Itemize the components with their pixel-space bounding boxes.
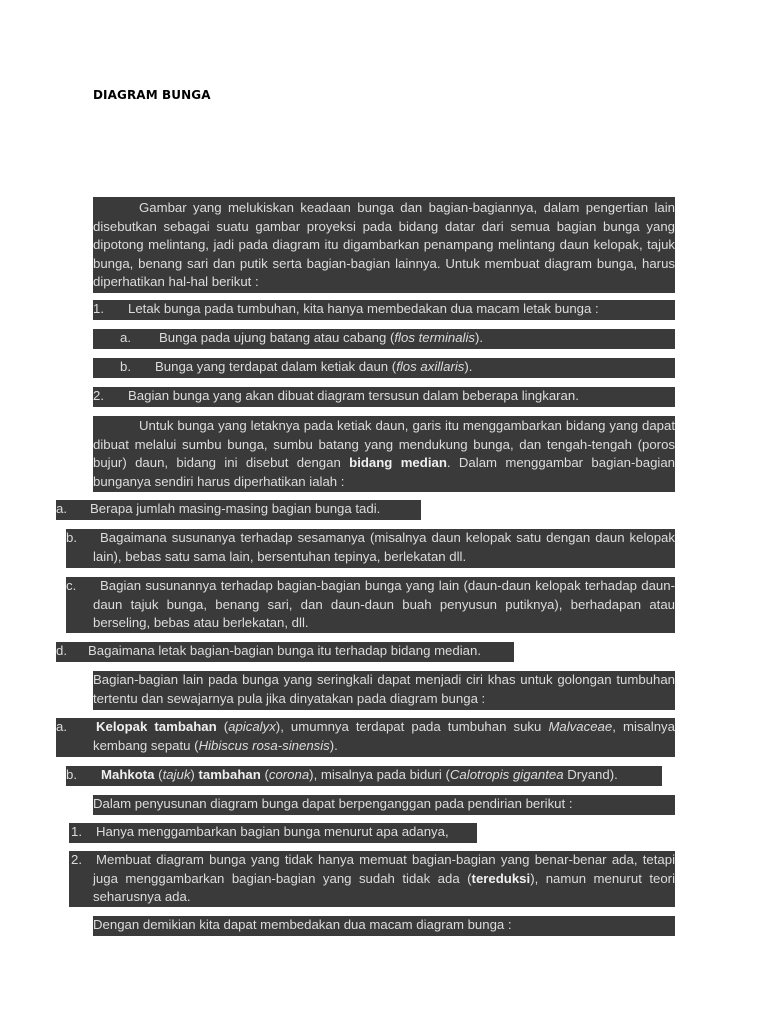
closing-paragraph: [93, 916, 675, 936]
latin-term: tajuk: [162, 767, 191, 782]
list-item-text: Letak bunga pada tumbuhan, kita hanya membedakan dua macam letak bunga :: [128, 301, 599, 316]
list-item-text: Bunga pada ujung batang atau cabang (: [159, 330, 395, 345]
paragraph-text: Dengan demikian kita dapat membedakan dua macam diagram bunga :: [93, 917, 512, 932]
text-fragment: (: [260, 767, 269, 782]
list4-item-2: [69, 851, 675, 907]
text-fragment: (: [154, 767, 163, 782]
list-marker: a.: [56, 719, 67, 734]
list-item-text: Bunga yang terdapat dalam ketiak daun (: [155, 359, 397, 374]
list3-item-b: [66, 766, 662, 786]
list-item-text: Bagian susunannya terhadap bagian-bagian bunga yang lain (daun-daun kelopak terhadap daun-daun tajuk bunga, benang sari, dan daun-daun buah penyusun putiknya), berhadapan atau berseling, bebas atau berlekatan, dll.: [93, 578, 675, 631]
intro-paragraph: [93, 197, 675, 293]
list-marker: b.: [120, 359, 131, 374]
intro-text: Gambar yang melukiskan keadaan bunga dan bagian-bagiannya, dalam pengertian lain disebutkan sebagai suatu gambar proyeksi pada bidang datar dari semua bagian bunga yang dipotong melintang, jadi pada diagram itu digambarkan penampang melintang daun kelopak, tajuk bunga, benang sari dan putik serta bagian-bagian lainnya. Untuk membuat diagram bunga, harus diperhatikan hal-hal berikut :: [93, 200, 675, 290]
paragraph-text: Untuk bunga yang letaknya pada ketiak daun, garis itu menggambarkan bidang yang dapat dibuat melalui sumbu bunga, sumbu batang yang mendukung bunga, dan tengah-tengah (poros bujur) daun, bidang ini disebut dengan: [93, 418, 675, 471]
list-item-text: Bagaimana letak bagian-bagian bunga itu terhadap bidang median.: [88, 643, 481, 658]
median-paragraph: [93, 416, 675, 492]
paragraph-tail: . Dalam menggambar bagian-bagian bunganya sendiri harus diperhatikan ialah :: [93, 455, 676, 489]
principles-paragraph: [93, 795, 675, 815]
paragraph-text: Dalam penyusunan diagram bunga dapat berpenganggan pada pendirian berikut :: [93, 796, 573, 811]
list2-item-a: [56, 500, 421, 520]
list-marker: 2.: [71, 852, 82, 867]
list4-item-1: [69, 823, 477, 843]
list-item-text: Bagaimana susunanya terhadap sesamanya (misalnya daun kelopak satu dengan daun kelopak lain), bebas satu sama lain, bersentuhan tepinya, berlekatan dll.: [93, 530, 675, 564]
list-marker: 1.: [93, 301, 104, 316]
list2-item-c: [66, 577, 675, 633]
list-marker: d.: [56, 643, 67, 658]
latin-term: flos axillaris: [396, 359, 465, 374]
latin-term: apicalyx: [228, 719, 276, 734]
list-marker: a.: [120, 330, 131, 345]
list-marker: b.: [66, 530, 77, 545]
list-item-tail: ).: [464, 359, 473, 374]
list-marker: b.: [66, 767, 77, 782]
bold-term: tereduksi: [471, 870, 531, 886]
text-fragment: ): [190, 767, 199, 782]
list1-sub-a: [93, 329, 675, 349]
list-item-text: Berapa jumlah masing-masing bagian bunga tadi.: [90, 501, 381, 516]
text-fragment: Membuat diagram bunga yang tidak hanya memuat bagian-bagian yang benar-benar ada, tetapi juga menggambarkan bagian-bagian yang sudah tidak ada (: [93, 852, 675, 886]
text-fragment: Dryand).: [563, 767, 618, 782]
list-item-text: Hanya menggambarkan bagian bunga menurut apa adanya,: [96, 824, 449, 839]
list2-item-b: [66, 529, 675, 568]
text-fragment: ), misalnya pada biduri (: [309, 767, 450, 782]
list-item-text: Bagian bunga yang akan dibuat diagram tersusun dalam beberapa lingkaran.: [128, 388, 579, 403]
text-fragment: ).: [329, 737, 338, 753]
list1-item-1: [93, 300, 675, 320]
list-item-text: [93, 851, 675, 907]
list2-item-d: [56, 642, 514, 662]
latin-term: flos terminalis: [394, 330, 476, 345]
text-fragment: , misalnya kembang sepatu (: [93, 719, 675, 753]
page-title: DIAGRAM BUNGA: [93, 88, 211, 102]
text-fragment: ), namun menurut teori seharusnya ada.: [93, 870, 675, 905]
list-item-tail: ).: [475, 330, 484, 345]
list1-sub-b: [93, 358, 675, 378]
list3-item-a: [56, 718, 675, 757]
latin-term: corona: [268, 767, 310, 782]
text-fragment: (: [216, 719, 229, 734]
list-marker: 2.: [93, 388, 104, 403]
bold-term: tambahan: [198, 767, 261, 782]
bold-term: bidang median: [349, 455, 447, 471]
text-fragment: ), umumnya terdapat pada tumbuhan suku: [275, 719, 549, 734]
latin-term: Calotropis gigantea: [449, 767, 564, 782]
latin-term: Hibiscus rosa-sinensis: [198, 737, 330, 753]
list-marker: 1.: [71, 824, 82, 839]
list-marker: a.: [56, 501, 67, 516]
list1-item-2: [93, 387, 675, 407]
extra-parts-paragraph: [93, 671, 675, 710]
list-item-text: [93, 718, 675, 755]
latin-term: Malvaceae: [548, 719, 613, 734]
bold-term: Mahkota: [101, 767, 155, 782]
list-marker: c.: [66, 578, 77, 593]
bold-term: Kelopak tambahan: [96, 719, 217, 734]
paragraph-text: Bagian-bagian lain pada bunga yang seringkali dapat menjadi ciri khas untuk golongan tumbuhan tertentu dan sewajarnya pula jika dinyatakan pada diagram bunga :: [93, 672, 675, 706]
